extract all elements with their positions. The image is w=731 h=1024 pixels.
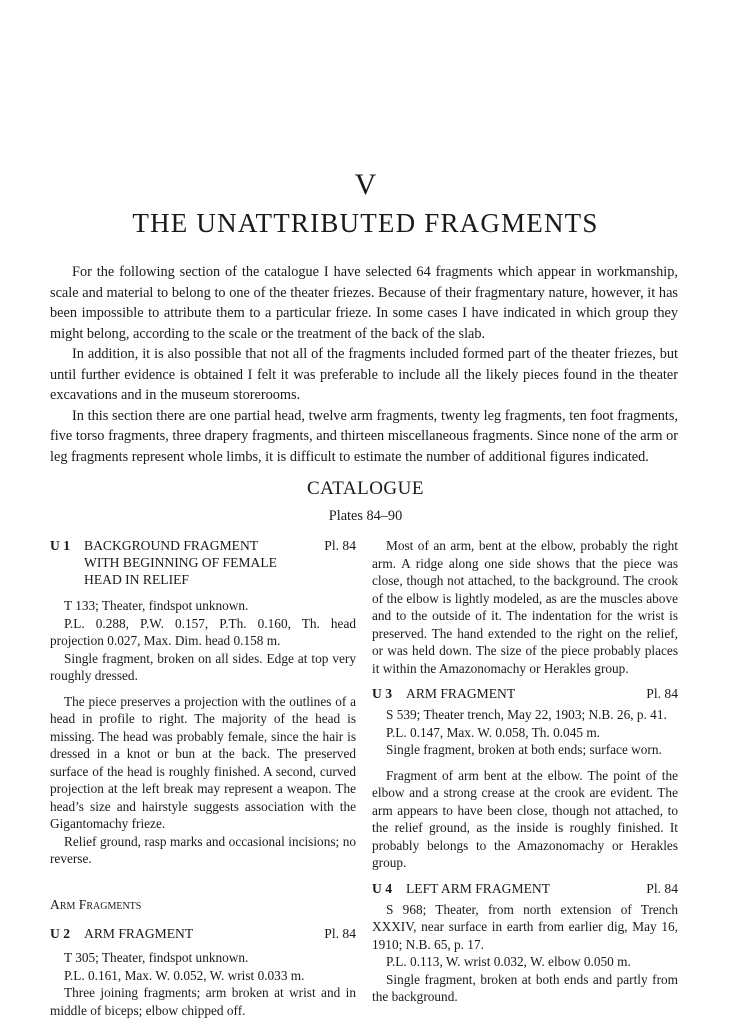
chapter-title: THE UNATTRIBUTED FRAGMENTS [132, 208, 599, 238]
entry-find: T 305; Theater, findspot unknown. [64, 950, 249, 965]
right-column [372, 537, 678, 1006]
plates-reference: Plates 84–90 [328, 508, 403, 524]
section-heading-arm-fragments: Arm Fragments [50, 896, 142, 912]
entry-header-u3 [372, 685, 678, 702]
catalogue-heading: CATALOGUE [307, 478, 424, 499]
entry-title: ARM FRAGMENT [406, 686, 516, 701]
entry-header-u4 [372, 880, 678, 897]
entry-title: ARM FRAGMENT [84, 926, 194, 941]
plate-ref: Pl. 84 [646, 880, 678, 896]
entry-find: T 133; Theater, findspot unknown. [64, 598, 249, 613]
entry-condition: Single fragment, broken on all sides. Edge at top very roughly dressed. [50, 650, 356, 683]
entry-id: U 4 [372, 880, 393, 896]
entry-description: Fragment of arm bent at the elbow. The point of the elbow and a strong crease at the crook are evident. The arm appears to have been close, though not attached, to the relief ground, as the inside is roughly finished. It probably belongs to the Amazonomachy or Herakles group. [372, 767, 678, 870]
plate-ref: Pl. 84 [324, 538, 356, 553]
plate-ref: Pl. 84 [646, 686, 678, 701]
entry-id: U 1 [50, 538, 71, 553]
entry-header-u2 [50, 925, 356, 942]
entry-id: U 2 [50, 926, 71, 941]
intro-text [50, 262, 678, 467]
chapter-number: V [354, 168, 377, 201]
entry-condition: Single fragment, broken at both ends and partly from the background. [372, 971, 678, 1004]
intro-paragraph: For the following section of the catalogue I have selected 64 fragments which appear in workmanship, scale and material to belong to one of the theater friezes. Because of their fragmentary nature, however, it has been impossible to attribute them to a particular frieze. In some cases I have indicated in which group they might belong, according to the scale or the treatment of the back of the slab. [50, 264, 678, 342]
entry-description: Most of an arm, bent at the elbow, probably the right arm. A ridge along one side shows that the piece was close, though not attached, to the background. The crook of the elbow is lightly modeled, as are the muscles above and to the outside of it. The indentation for the wrist is preserved. The hand extended to the right on the relief, or was held down. The size of the piece probably places it within the Amazonomachy or Herakles group. [372, 538, 678, 676]
entry-condition: Single fragment, broken at both ends; surface worn. [386, 742, 662, 757]
entry-dimensions: P.L. 0.147, Max. W. 0.058, Th. 0.045 m. [386, 724, 600, 740]
entry-id: U 3 [372, 686, 393, 701]
entry-find: S 968; Theater, from north extension of Trench XXXIV, near surface in earth from earlier dig, May 16, 1910; N.B. 65, p. 17. [372, 901, 678, 952]
intro-paragraph: In this section there are one partial head, twelve arm fragments, twenty leg fragments, ten foot fragments, five torso fragments, three drapery fragments, and thirteen miscellaneous fragments. Since none of the arm or leg fragments represent whole limbs, it is difficult to estimate the number of additional figures indicated. [50, 407, 678, 465]
intro-paragraph: In addition, it is also possible that not all of the fragments included formed part of the theater friezes, but until further evidence is obtained I felt it was preferable to include all the likely pieces found in the theater excavations and in the museum storerooms. [50, 346, 678, 403]
entry-find: S 539; Theater trench, May 22, 1903; N.B. 26, p. 41. [386, 707, 667, 722]
entry-relief: Relief ground, rasp marks and occasional incisions; no reverse. [50, 833, 356, 866]
plate-ref: Pl. 84 [324, 926, 356, 941]
entry-description: The piece preserves a projection with the outlines of a head in profile to right. The majority of the head is missing. The head was probably female, since the hair is dressed in a knot or bun at the back. The preserved surface of the head is roughly finished. A second, curved projection at the left break may represent a weapon. The head’s size and hairstyle suggests association with the Gigantomachy frieze. [50, 693, 356, 831]
entry-condition: Three joining fragments; arm broken at wrist and in middle of biceps; elbow chipped off. [50, 985, 356, 1018]
entry-dimensions: P.L. 0.113, W. wrist 0.032, W. elbow 0.050 m. [386, 954, 631, 969]
entry-dimensions: P.L. 0.288, P.W. 0.157, P.Th. 0.160, Th. head projection 0.027, Max. Dim. head 0.158 m. [50, 615, 356, 648]
entry-title: BACKGROUND FRAGMENT WITH BEGINNING OF FEMALE HEAD IN RELIEF [84, 538, 277, 587]
entry-title: LEFT ARM FRAGMENT [406, 880, 551, 896]
entry-header-u1 [50, 537, 356, 588]
left-column [50, 537, 356, 1019]
entry-dimensions: P.L. 0.161, Max. W. 0.052, W. wrist 0.033 m. [64, 967, 305, 983]
